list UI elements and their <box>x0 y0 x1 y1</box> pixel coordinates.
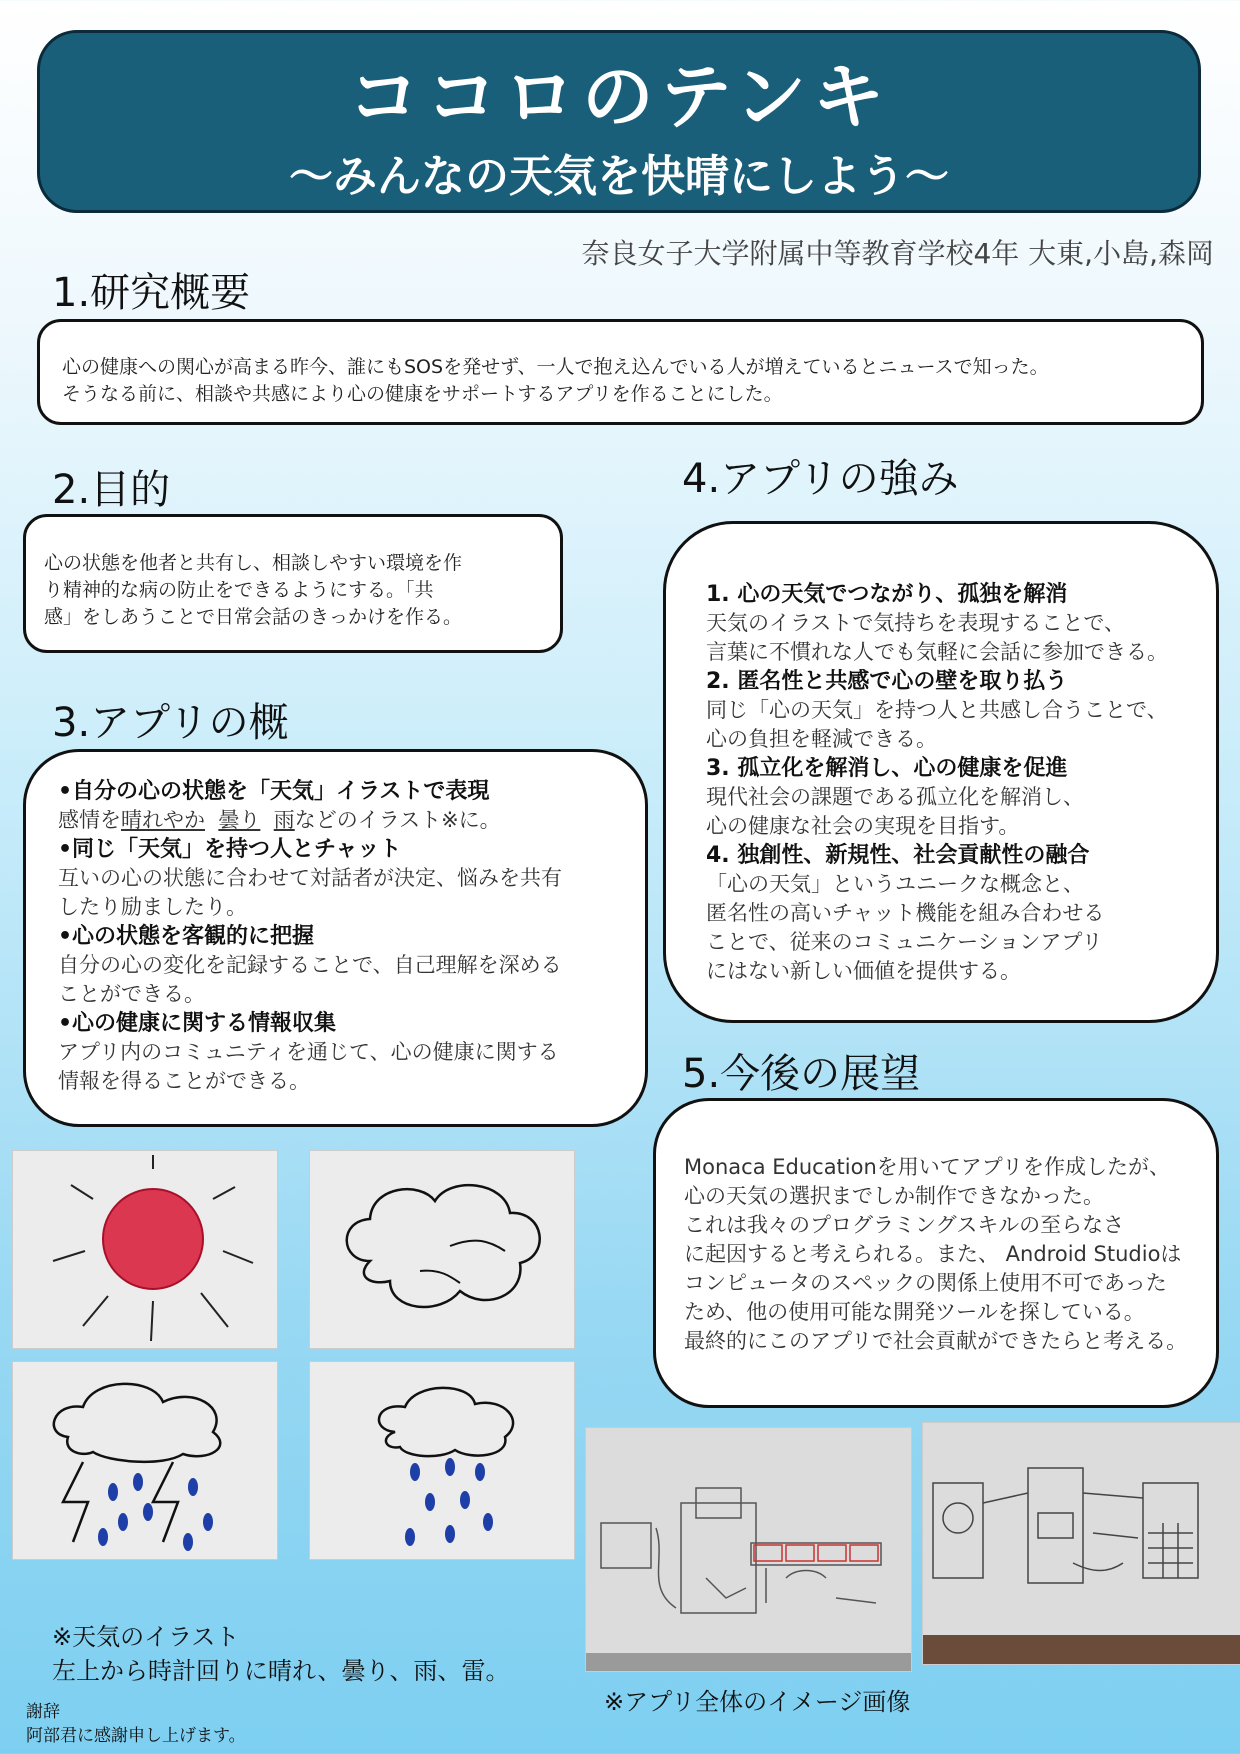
acknowledgment-text: 阿部君に感謝申し上げます。 <box>26 1726 246 1746</box>
poster-subtitle: ～みんなの天気を快晴にしよう～ <box>289 151 949 202</box>
strength-text: にはない新しい価値を提供する。 <box>706 959 1021 983</box>
strength-text: 心の負担を軽減できる。 <box>706 727 937 751</box>
strength-text: 「心の天気」というユニークな概念と、 <box>706 872 1084 896</box>
section1-line: そうなる前に、相談や共感により心の健康をサポートするアプリを作ることにした。 <box>62 383 783 405</box>
section5-box <box>653 1098 1219 1408</box>
outlook-line: コンピュータのスペックの関係上使用不可であった <box>684 1271 1167 1295</box>
feature-title: •心の状態を客観的に把握 <box>58 924 315 949</box>
feature-text-part: 感情を <box>58 808 121 832</box>
weather-caption-title: ※天気のイラスト <box>52 1623 240 1651</box>
weather-word-rain: 雨 <box>273 808 295 832</box>
weather-word-sunny: 晴れやか <box>121 808 205 832</box>
section2-heading: 2.目的 <box>52 467 171 513</box>
whiteboard-sketch-icon <box>586 1428 911 1671</box>
feature-text: アプリ内のコミュニティを通じて、心の健康に関する <box>58 1040 559 1064</box>
outlook-line: Monaca Educationを用いてアプリを作成したが、 <box>684 1155 1170 1179</box>
whiteboard-sketch-icon <box>923 1423 1240 1664</box>
section4-heading: 4.アプリの強み <box>682 456 959 502</box>
outlook-line: 心の天気の選択までしか制作できなかった。 <box>684 1184 1104 1208</box>
weather-word-cloudy: 曇り <box>218 808 261 832</box>
strength-title: 1. 心の天気でつながり、孤独を解消 <box>706 582 1068 607</box>
outlook-line: ため、他の使用可能な開発ツールを探している。 <box>684 1300 1145 1324</box>
outlook-line: これは我々のプログラミングスキルの至らなさ <box>684 1213 1125 1237</box>
section2-line: り精神的な病の防止をできるようにする。「共 <box>44 579 434 601</box>
feature-text <box>58 806 625 835</box>
thunder-illustration <box>12 1361 278 1560</box>
section4-box <box>663 521 1219 1023</box>
cloud-icon <box>310 1151 574 1348</box>
section5-heading: 5.今後の展望 <box>682 1051 921 1097</box>
sunny-illustration <box>12 1150 278 1349</box>
feature-text: したり励ましたり。 <box>58 895 247 919</box>
feature-title: •自分の心の状態を「天気」イラストで表現 <box>58 779 490 804</box>
app-sketch-photo-1 <box>585 1427 912 1672</box>
feature-text: 情報を得ることができる。 <box>58 1069 310 1093</box>
app-image-caption: ※アプリ全体のイメージ画像 <box>604 1688 911 1716</box>
weather-caption-text: 左上から時計回りに晴れ、曇り、雨、雷。 <box>52 1657 510 1685</box>
poster-title: ココロのテンキ <box>347 55 891 139</box>
section3-heading: 3.アプリの概 <box>52 700 289 746</box>
thunder-icon <box>13 1362 277 1559</box>
feature-text-part: などのイラスト※に。 <box>294 808 501 832</box>
section2-box <box>23 514 563 653</box>
strength-title: 3. 孤立化を解消し、心の健康を促進 <box>706 756 1068 781</box>
feature-text: 自分の心の変化を記録することで、自己理解を深める <box>58 953 562 977</box>
feature-title: •同じ「天気」を持つ人とチャット <box>58 837 402 862</box>
app-sketch-photo-2 <box>922 1422 1240 1665</box>
strength-text: 匿名性の高いチャット機能を組み合わせる <box>706 901 1105 925</box>
outlook-line: 最終的にこのアプリで社会貢献ができたらと考える。 <box>684 1329 1188 1353</box>
title-banner <box>37 30 1201 213</box>
sun-icon <box>13 1151 277 1348</box>
feature-text: 互いの心の状態に合わせて対話者が決定、悩みを共有 <box>58 866 562 890</box>
rain-icon <box>310 1362 574 1559</box>
section3-box <box>23 749 648 1127</box>
strength-text: 言葉に不慣れな人でも気軽に会話に参加できる。 <box>706 640 1168 664</box>
weather-caption <box>52 1620 509 1688</box>
rain-illustration <box>309 1361 575 1560</box>
section1-heading: 1.研究概要 <box>52 270 251 316</box>
strength-title: 4. 独創性、新規性、社会貢献性の融合 <box>706 843 1090 868</box>
strength-text: ことで、従来のコミュニケーションアプリ <box>706 930 1103 954</box>
outlook-line: に起因すると考えられる。また、 Android Studioは <box>684 1242 1182 1266</box>
strength-title: 2. 匿名性と共感で心の壁を取り払う <box>706 669 1068 694</box>
strength-text: 同じ「心の天気」を持つ人と共感し合うことで、 <box>706 698 1168 722</box>
section1-box <box>37 319 1204 425</box>
cloudy-illustration <box>309 1150 575 1349</box>
feature-title: •心の健康に関する情報収集 <box>58 1011 337 1036</box>
author-line: 奈良女子大学附属中等教育学校4年 大東,小島,森岡 <box>581 237 1214 270</box>
acknowledgment <box>26 1700 246 1748</box>
strength-text: 天気のイラストで気持ちを表現することで、 <box>706 611 1125 635</box>
section2-line: 心の状態を他者と共有し、相談しやすい環境を作 <box>44 552 463 574</box>
strength-text: 心の健康な社会の実現を目指す。 <box>706 814 1020 838</box>
strength-text: 現代社会の課題である孤立化を解消し、 <box>706 785 1084 809</box>
section1-line: 心の健康への関心が高まる昨今、誰にもSOSを発せず、一人で抱え込んでいる人が増えているとニュースで知った。 <box>62 356 1049 378</box>
feature-text: ことができる。 <box>58 982 205 1006</box>
acknowledgment-title: 謝辞 <box>26 1702 60 1722</box>
section2-line: 感」をしあうことで日常会話のきっかけを作る。 <box>44 606 463 628</box>
